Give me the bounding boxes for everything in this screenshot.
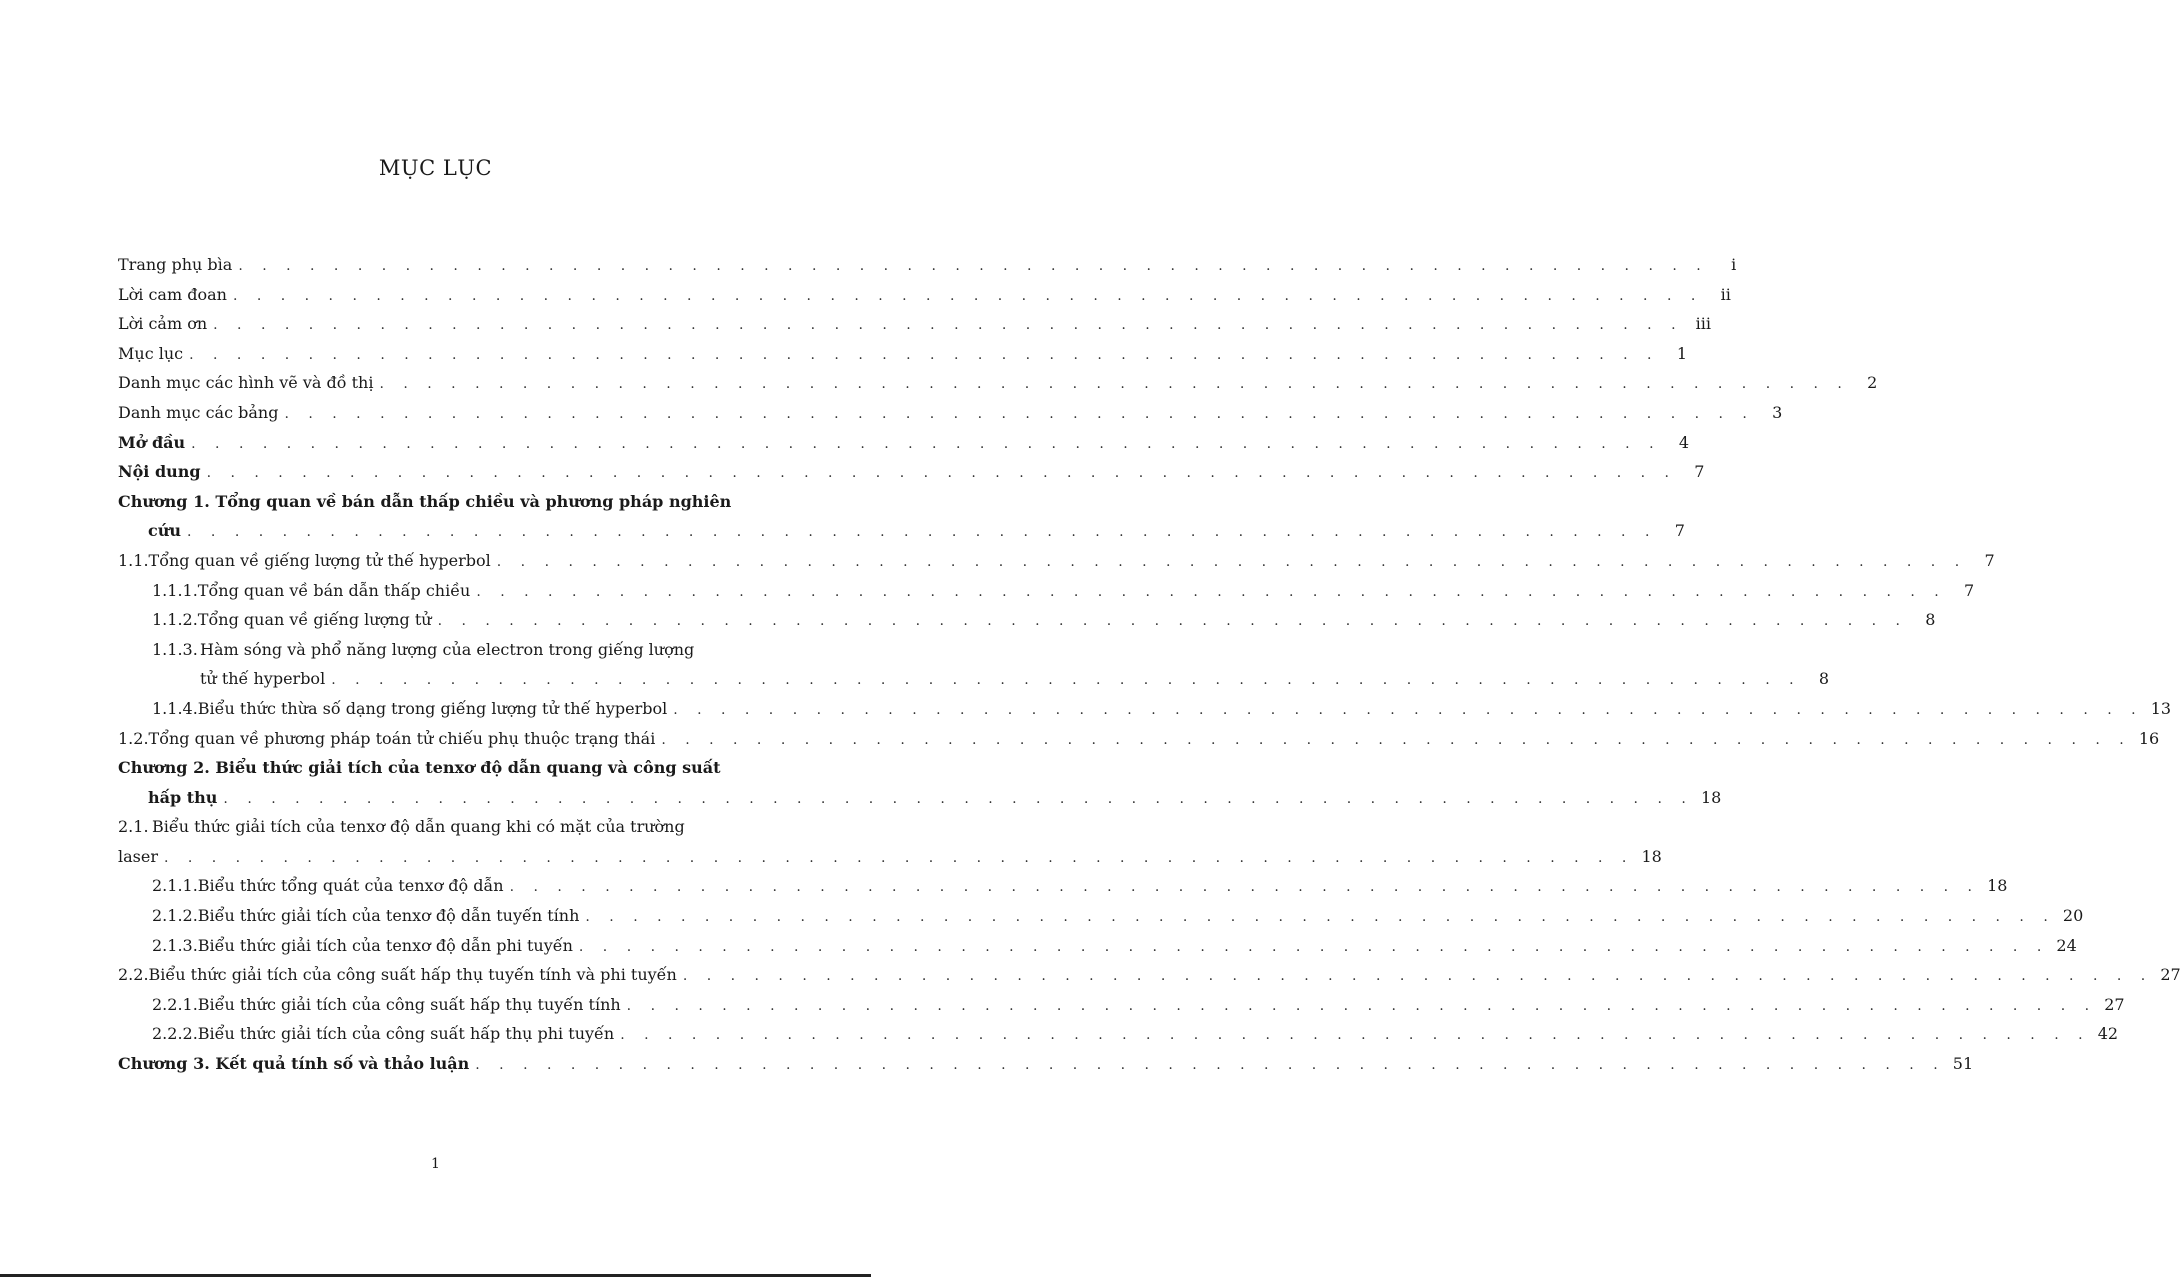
toc-entry[interactable] (118, 457, 1705, 487)
leader-dots: . . . . . . . . . . . . . . . . . . . . . . . . . . . . . . . . . . . . . . . . . . . . . . . . . . . . . . . . . . . . . . (682, 968, 2153, 985)
toc-subsection-entry[interactable] (118, 576, 1975, 606)
toc-entry-title: Chương 1. Tổng quan về bán dẫn thấp chiều và phương pháp nghiên (118, 491, 732, 511)
toc-section-number: 2.2.1. (152, 994, 198, 1014)
toc-page-number: 8 (1925, 610, 1936, 630)
toc-page-number: 20 (2062, 906, 2084, 926)
toc-entry-title-continued: cứu (148, 521, 182, 541)
toc-section-number: 2.2.2. (152, 1024, 198, 1044)
toc-entry-title: Lời cảm ơn (118, 314, 208, 334)
leader-dots: . . . . . . . . . . . . . . . . . . . . . . . . . . . . . . . . . . . . . . . . . . . . . . . . . . . . . . . . . . . . . . (206, 465, 1677, 482)
leader-dots: . . . . . . . . . . . . . . . . . . . . . . . . . . . . . . . . . . . . . . . . . . . . . . . . . . . . . . . . . . . . . . (509, 879, 1980, 896)
toc-page-number: 8 (1818, 669, 1830, 689)
toc-entry-title: Tổng quan về giếng lượng tử (197, 610, 432, 630)
toc-entry-title: Hàm sóng và phổ năng lượng của electron trong giếng lượng (200, 639, 695, 659)
toc-entry-title: Tổng quan về bán dẫn thấp chiều (197, 580, 471, 600)
toc-entry-title-continued: laser (118, 846, 158, 866)
leader-dots: . . . . . . . . . . . . . . . . . . . . . . . . . . . . . . . . . . . . . . . . . . . . . . . . . . . . . . . . . . . . . . (620, 1027, 2091, 1044)
toc-entry-title: Biểu thức giải tích của công suất hấp thụ tuyến tính và phi tuyến (148, 965, 677, 985)
leader-dots: . . . . . . . . . . . . . . . . . . . . . . . . . . . . . . . . . . . . . . . . . . . . . . . . . . . . . . . . . . . . . . (585, 909, 2056, 926)
toc-page-number: 42 (2097, 1024, 2119, 1044)
leader-dots: . . . . . . . . . . . . . . . . . . . . . . . . . . . . . . . . . . . . . . . . . . . . . . . . . . . . . . . . . . . . . . (673, 701, 2144, 718)
leader-dots: . . . . . . . . . . . . . . . . . . . . . . . . . . . . . . . . . . . . . . . . . . . . . . . . . . . . . . . . . . . . . . (476, 583, 1947, 600)
toc-section-number: 1.1.1. (152, 580, 198, 600)
toc-page-number: 51 (1952, 1054, 1974, 1074)
toc-subsection-entry[interactable] (118, 605, 1936, 635)
toc-entry-title: Tổng quan về phương pháp toán tử chiếu phụ thuộc trạng thái (148, 728, 656, 748)
toc-subsection-entry[interactable] (118, 931, 2077, 961)
toc-entry-title: Mục lục (118, 343, 184, 363)
toc-entry-title: Lời cam đoan (118, 284, 227, 304)
toc-page-number: 7 (1984, 550, 1995, 570)
leader-dots: . . . . . . . . . . . . . . . . . . . . . . . . . . . . . . . . . . . . . . . . . . . . . . . . . . . . . . . . . . . . . . (223, 790, 1694, 807)
toc-section-entry[interactable] (118, 812, 1662, 871)
toc-entry-title: Biểu thức thừa số dạng trong giếng lượng tử thế hyperbol (197, 698, 668, 718)
leader-dots: . . . . . . . . . . . . . . . . . . . . . . . . . . . . . . . . . . . . . . . . . . . . . . . . . . . . . . . . . . . . . . (232, 287, 1703, 304)
toc-subsection-entry[interactable] (118, 1019, 2119, 1049)
toc-section-number: 1.1.2. (152, 610, 198, 630)
leader-dots: . . . . . . . . . . . . . . . . . . . . . . . . . . . . . . . . . . . . . . . . . . . . . . . . . . . . . . . . . . . . . . (331, 672, 1802, 689)
toc-entry[interactable] (118, 309, 1712, 339)
toc-entry-title: Biểu thức tổng quát của tenxơ độ dẫn (197, 876, 504, 896)
leader-dots: . . . . . . . . . . . . . . . . . . . . . . . . . . . . . . . . . . . . . . . . . . . . . . . . . . . . . . . . . . . . . . (213, 317, 1684, 334)
toc-entry-title: Biểu thức giải tích của công suất hấp thụ tuyến tính (197, 994, 621, 1014)
table-of-contents (118, 250, 2181, 1079)
toc-section-number: 2.1. (118, 817, 149, 837)
toc-entry-title-continued: hấp thụ (148, 787, 218, 807)
toc-entry-title: Biểu thức giải tích của tenxơ độ dẫn phi tuyến (197, 935, 573, 955)
toc-page-number: 4 (1678, 432, 1690, 452)
toc-subsection-entry[interactable] (118, 694, 2172, 724)
toc-subsection-entry[interactable] (118, 990, 2125, 1020)
toc-section-number: 2.2. (118, 965, 149, 985)
leader-dots: . . . . . . . . . . . . . . . . . . . . . . . . . . . . . . . . . . . . . . . . . . . . . . . . . . . . . . . . . . . . . . (163, 849, 1634, 866)
leader-dots: . . . . . . . . . . . . . . . . . . . . . . . . . . . . . . . . . . . . . . . . . . . . . . . . . . . . . . . . . . . . . . (187, 524, 1657, 541)
leader-dots: . . . . . . . . . . . . . . . . . . . . . . . . . . . . . . . . . . . . . . . . . . . . . . . . . . . . . . . . . . . . . . (626, 997, 2097, 1014)
toc-page-number: 7 (1674, 521, 1685, 541)
toc-entry-title: Danh mục các hình vẽ và đồ thị (118, 373, 374, 393)
toc-page-number: 7 (1694, 462, 1705, 482)
leader-dots: . . . . . . . . . . . . . . . . . . . . . . . . . . . . . . . . . . . . . . . . . . . . . . . . . . . . . . . . . . . . . . (578, 938, 2049, 955)
toc-page-number: 1 (1676, 343, 1687, 363)
toc-page-number: ii (1720, 284, 1731, 304)
toc-page-number: 18 (1700, 787, 1722, 807)
toc-page-number: 27 (2104, 994, 2125, 1014)
leader-dots: . . . . . . . . . . . . . . . . . . . . . . . . . . . . . . . . . . . . . . . . . . . . . . . . . . . . . . . . . . . . . . (496, 553, 1967, 570)
toc-entry[interactable] (118, 250, 1737, 280)
leader-dots: . . . . . . . . . . . . . . . . . . . . . . . . . . . . . . . . . . . . . . . . . . . . . . . . . . . . . . . . . . . . . . (238, 258, 1709, 274)
leader-dots: . . . . . . . . . . . . . . . . . . . . . . . . . . . . . . . . . . . . . . . . . . . . . . . . . . . . . . . . . . . . . . (189, 346, 1659, 363)
toc-page-number: 24 (2056, 935, 2077, 955)
toc-entry-title: Danh mục các bảng (118, 402, 279, 422)
toc-entry-title: Mở đầu (118, 432, 186, 452)
toc-chapter-entry[interactable] (118, 487, 1685, 546)
toc-page-number: 18 (1987, 876, 2008, 896)
toc-entry-title: Tổng quan về giếng lượng tử thế hyperbol (148, 550, 491, 570)
toc-section-entry[interactable] (118, 724, 2160, 754)
leader-dots: . . . . . . . . . . . . . . . . . . . . . . . . . . . . . . . . . . . . . . . . . . . . . . . . . . . . . . . . . . . . . . (379, 376, 1850, 393)
toc-page-number: 7 (1964, 580, 1975, 600)
toc-entry-title: Biểu thức giải tích của tenxơ độ dẫn quang khi có mặt của trường (152, 817, 685, 837)
toc-chapter-entry[interactable] (118, 1049, 1974, 1079)
toc-entry[interactable] (118, 398, 1783, 428)
toc-entry-title: Chương 2. Biểu thức giải tích của tenxơ độ dẫn quang và công suất (118, 758, 721, 778)
toc-page-number: 16 (2138, 728, 2160, 748)
toc-page-number: 27 (2160, 965, 2181, 985)
leader-dots: . . . . . . . . . . . . . . . . . . . . . . . . . . . . . . . . . . . . . . . . . . . . . . . . . . . . . . . . . . . . . . (191, 435, 1662, 452)
toc-page-number: i (1731, 255, 1737, 274)
toc-entry-title-continued: tử thế hyperbol (200, 669, 326, 689)
toc-entry-title: Nội dung (118, 462, 201, 482)
toc-section-entry[interactable] (118, 960, 2181, 990)
toc-subsection-entry[interactable] (118, 635, 1830, 694)
leader-dots: . . . . . . . . . . . . . . . . . . . . . . . . . . . . . . . . . . . . . . . . . . . . . . . . . . . . . . . . . . . . . . (437, 613, 1908, 630)
toc-section-number: 1.1.4. (152, 698, 198, 718)
toc-section-number: 2.1.2. (152, 906, 198, 926)
toc-subsection-entry[interactable] (118, 901, 2084, 931)
toc-entry[interactable] (118, 339, 1687, 369)
page-title: MỤC LỤC (378, 156, 493, 180)
toc-entry[interactable] (118, 428, 1690, 458)
toc-page-number: 2 (1867, 373, 1878, 393)
page-number: 1 (431, 1156, 440, 1172)
leader-dots: . . . . . . . . . . . . . . . . . . . . . . . . . . . . . . . . . . . . . . . . . . . . . . . . . . . . . . . . . . . . . . (661, 731, 2132, 748)
toc-entry[interactable] (118, 368, 1878, 398)
toc-page-number: iii (1695, 314, 1712, 334)
toc-section-number: 2.1.3. (152, 935, 198, 955)
toc-chapter-entry[interactable] (118, 753, 1722, 812)
toc-section-number: 1.1. (118, 550, 149, 570)
toc-entry-title: Biểu thức giải tích của công suất hấp thụ phi tuyến (197, 1024, 615, 1044)
toc-entry-title: Trang phụ bìa (118, 255, 233, 274)
toc-entry-title: Biểu thức giải tích của tenxơ độ dẫn tuyến tính (197, 906, 580, 926)
toc-section-number: 2.1.1. (152, 876, 198, 896)
leader-dots: . . . . . . . . . . . . . . . . . . . . . . . . . . . . . . . . . . . . . . . . . . . . . . . . . . . . . . . . . . . . . . (284, 405, 1755, 422)
toc-page-number: 3 (1772, 402, 1783, 422)
bottom-edge-rule (0, 1274, 871, 1277)
toc-entry[interactable] (118, 280, 1731, 310)
leader-dots: . . . . . . . . . . . . . . . . . . . . . . . . . . . . . . . . . . . . . . . . . . . . . . . . . . . . . . . . . . . . . . (475, 1057, 1946, 1074)
toc-page-number: 13 (2150, 698, 2172, 718)
toc-section-number: 1.1.3. (152, 639, 198, 659)
toc-entry-title: Chương 3. Kết quả tính số và thảo luận (118, 1054, 470, 1074)
toc-section-number: 1.2. (118, 728, 149, 748)
toc-section-entry[interactable] (118, 546, 1995, 576)
toc-page-number: 18 (1641, 846, 1662, 866)
toc-subsection-entry[interactable] (118, 871, 2008, 901)
